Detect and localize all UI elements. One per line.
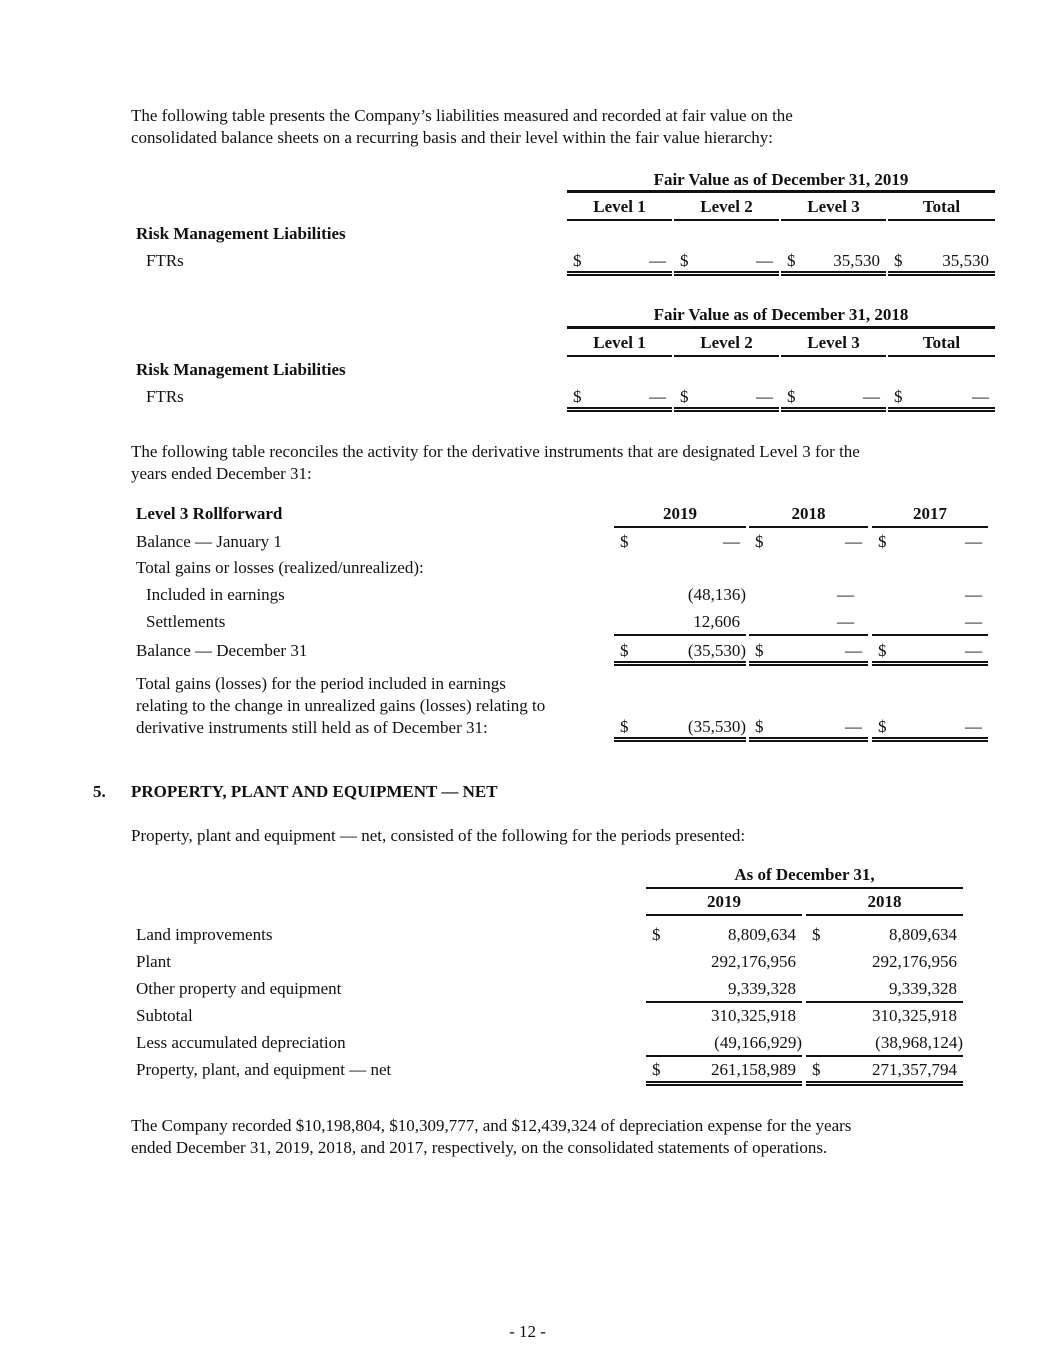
table-cell — [614, 585, 746, 605]
depreciation-note-line-2: ended December 31, 2019, 2018, and 2017, respectively, on the consolidated statements of operations. — [131, 1138, 828, 1157]
table-cell — [749, 641, 868, 661]
column-header-2018: 2018 — [791, 504, 826, 523]
cell-value: — — [837, 612, 854, 631]
section-number: 5. — [93, 782, 106, 801]
intro-fair-value-paragraph — [131, 105, 793, 149]
cell-value: — — [965, 641, 982, 660]
cell-value: — — [965, 585, 982, 604]
cell-value: 292,176,956 — [872, 952, 957, 971]
intro-rollforward-line-2: years ended December 31: — [131, 464, 312, 483]
cell-value: 35,530 — [833, 251, 880, 270]
cell-value: — — [845, 532, 862, 551]
dollar-sign: $ — [755, 641, 764, 660]
table-cell — [614, 532, 746, 552]
column-header-level-3: Level 3 — [807, 333, 860, 352]
column-rule — [781, 219, 886, 221]
depreciation-note-line-1: The Company recorded $10,198,804, $10,309,777, and $12,439,324 of depreciation expense for the years — [131, 1116, 852, 1135]
intro-rollforward-line-1: The following table reconciles the activity for the derivative instruments that are designated Level 3 for the — [131, 442, 860, 461]
cell-value: (49,166,929) — [714, 1033, 802, 1052]
fair-value-2019-title: Fair Value as of December 31, 2019 — [653, 170, 909, 189]
column-header-total: Total — [922, 333, 961, 352]
cell-value: — — [972, 387, 989, 406]
table-cell — [614, 612, 746, 632]
table-cell — [749, 532, 868, 552]
section-intro: Property, plant and equipment — net, consisted of the following for the periods presented: — [131, 826, 746, 845]
row-label-accumulated-depreciation: Less accumulated depreciation — [136, 1033, 346, 1052]
subtotal-rule — [614, 634, 746, 636]
intro-fair-value-line-1: The following table presents the Company’s liabilities measured and recorded at fair value on the — [131, 106, 793, 125]
column-rule — [674, 219, 779, 221]
dollar-sign: $ — [620, 717, 629, 736]
table-cell — [646, 952, 802, 972]
table-cell — [806, 1006, 963, 1026]
cell-value: 9,339,328 — [728, 979, 796, 998]
double-underline — [674, 407, 779, 412]
table-cell — [872, 532, 988, 552]
double-underline — [567, 407, 672, 412]
column-rule — [888, 219, 995, 221]
cell-value: — — [837, 585, 854, 604]
cell-value: 8,809,634 — [889, 925, 957, 944]
column-rule — [646, 914, 802, 916]
table-cell — [872, 612, 988, 632]
table-cell — [872, 717, 988, 737]
row-label-plant: Plant — [136, 952, 171, 971]
row-label-ftrs: FTRs — [146, 387, 184, 406]
cell-value: — — [649, 251, 666, 270]
column-rule — [567, 355, 672, 357]
double-underline — [781, 271, 886, 276]
table-cell — [749, 612, 868, 632]
dollar-sign: $ — [894, 251, 903, 270]
table-cell — [888, 387, 995, 407]
cell-value: 261,158,989 — [711, 1060, 796, 1079]
dollar-sign: $ — [787, 251, 796, 270]
table-cell — [646, 925, 802, 945]
table-cell — [781, 387, 886, 407]
table-cell — [872, 585, 988, 605]
cell-value: (35,530) — [687, 641, 746, 660]
column-header-2019: 2019 — [707, 892, 741, 911]
label-line: derivative instruments still held as of December 31: — [136, 718, 488, 737]
cell-value: 12,606 — [693, 612, 740, 631]
cell-value: — — [845, 717, 862, 736]
section-heading: PROPERTY, PLANT AND EQUIPMENT — NET — [131, 782, 498, 801]
cell-value: — — [723, 532, 740, 551]
depreciation-note — [131, 1115, 851, 1159]
table-cell — [749, 585, 868, 605]
subtotal-rule — [646, 1001, 802, 1003]
double-underline — [614, 737, 746, 742]
dollar-sign: $ — [652, 925, 661, 944]
dollar-sign: $ — [755, 717, 764, 736]
column-header-level-1: Level 1 — [593, 197, 646, 216]
intro-fair-value-line-2: consolidated balance sheets on a recurring basis and their level within the fair value hierarchy: — [131, 128, 773, 147]
table-cell — [614, 717, 746, 737]
column-rule — [614, 526, 746, 528]
table-cell — [781, 251, 886, 271]
label-line: Total gains (losses) for the period included in earnings — [136, 674, 506, 693]
double-underline — [872, 661, 988, 666]
dollar-sign: $ — [878, 717, 887, 736]
column-header-level-3: Level 3 — [807, 197, 860, 216]
dollar-sign: $ — [812, 1060, 821, 1079]
row-label-ftrs: FTRs — [146, 251, 184, 270]
subtotal-rule — [749, 634, 868, 636]
double-underline — [749, 737, 868, 742]
column-rule — [674, 355, 779, 357]
table-cell — [646, 1060, 802, 1080]
double-underline — [888, 407, 995, 412]
dollar-sign: $ — [878, 532, 887, 551]
dollar-sign: $ — [573, 251, 582, 270]
row-label-ppe-net: Property, plant, and equipment — net — [136, 1060, 392, 1079]
cell-value: (38,968,124) — [875, 1033, 963, 1052]
dollar-sign: $ — [620, 641, 629, 660]
row-label-total-gains-or-losses: Total gains or losses (realized/unrealized): — [136, 558, 424, 577]
row-label-subtotal: Subtotal — [136, 1006, 193, 1025]
column-header-level-1: Level 1 — [593, 333, 646, 352]
cell-value: 35,530 — [942, 251, 989, 270]
cell-value: — — [845, 641, 862, 660]
dollar-sign: $ — [620, 532, 629, 551]
column-header-2019: 2019 — [663, 504, 697, 523]
column-rule — [749, 526, 868, 528]
table-cell — [646, 1033, 802, 1053]
ppe-title: As of December 31, — [734, 865, 875, 884]
column-header-2018: 2018 — [867, 892, 902, 911]
cell-value: 292,176,956 — [711, 952, 796, 971]
dollar-sign: $ — [755, 532, 764, 551]
row-label-land-improvements: Land improvements — [136, 925, 273, 944]
cell-value: — — [965, 717, 982, 736]
fair-value-2018-title: Fair Value as of December 31, 2018 — [653, 305, 909, 324]
label-line: relating to the change in unrealized gains (losses) relating to — [136, 696, 546, 715]
cell-value: — — [863, 387, 880, 406]
table-cell — [806, 952, 963, 972]
dollar-sign: $ — [878, 641, 887, 660]
subtotal-rule — [806, 1001, 963, 1003]
double-underline — [888, 271, 995, 276]
section-label-risk-management: Risk Management Liabilities — [136, 224, 346, 243]
table-cell — [567, 387, 672, 407]
subtotal-rule — [872, 634, 988, 636]
column-header-total: Total — [922, 197, 961, 216]
cell-value: 8,809,634 — [728, 925, 796, 944]
column-rule — [781, 355, 886, 357]
double-underline — [806, 1081, 963, 1086]
page-number: - 12 - — [509, 1322, 546, 1341]
column-rule — [567, 219, 672, 221]
cell-value: 271,357,794 — [872, 1060, 957, 1079]
intro-rollforward-paragraph — [131, 441, 860, 485]
cell-value: 9,339,328 — [889, 979, 957, 998]
double-underline — [567, 271, 672, 276]
table-cell — [646, 979, 802, 999]
subtotal-rule — [806, 1055, 963, 1057]
cell-value: — — [965, 532, 982, 551]
row-label-settlements: Settlements — [146, 612, 226, 631]
double-underline — [872, 737, 988, 742]
double-underline — [614, 661, 746, 666]
header-rule — [646, 887, 963, 889]
header-rule — [567, 190, 995, 193]
double-underline — [749, 661, 868, 666]
table-cell — [872, 641, 988, 661]
table-cell — [674, 251, 779, 271]
row-label-balance-dec-31: Balance — December 31 — [136, 641, 308, 660]
table-cell — [888, 251, 995, 271]
cell-value: (48,136) — [687, 585, 746, 604]
row-label-unrealized-gains — [136, 673, 545, 739]
table-cell — [806, 979, 963, 999]
header-rule — [567, 326, 995, 329]
dollar-sign: $ — [652, 1060, 661, 1079]
double-underline — [674, 271, 779, 276]
table-cell — [806, 1033, 963, 1053]
row-label-balance-jan-1: Balance — January 1 — [136, 532, 282, 551]
cell-value: 310,325,918 — [711, 1006, 796, 1025]
row-label-other-property: Other property and equipment — [136, 979, 342, 998]
dollar-sign: $ — [787, 387, 796, 406]
table-cell — [806, 925, 963, 945]
table-cell — [674, 387, 779, 407]
column-header-2017: 2017 — [913, 504, 947, 523]
double-underline — [781, 407, 886, 412]
column-header-level-2: Level 2 — [700, 197, 753, 216]
row-label-included-in-earnings: Included in earnings — [146, 585, 285, 604]
dollar-sign: $ — [894, 387, 903, 406]
subtotal-rule — [646, 1055, 802, 1057]
rollforward-title: Level 3 Rollforward — [136, 504, 283, 523]
section-label-risk-management: Risk Management Liabilities — [136, 360, 346, 379]
column-rule — [872, 526, 988, 528]
cell-value: (35,530) — [687, 717, 746, 736]
column-rule — [888, 355, 995, 357]
dollar-sign: $ — [680, 387, 689, 406]
table-cell — [749, 717, 868, 737]
table-cell — [567, 251, 672, 271]
cell-value: — — [756, 387, 773, 406]
double-underline — [646, 1081, 802, 1086]
table-cell — [614, 641, 746, 661]
table-cell — [646, 1006, 802, 1026]
cell-value: — — [965, 612, 982, 631]
table-cell — [806, 1060, 963, 1080]
dollar-sign: $ — [812, 925, 821, 944]
column-rule — [806, 914, 963, 916]
cell-value: 310,325,918 — [872, 1006, 957, 1025]
dollar-sign: $ — [573, 387, 582, 406]
cell-value: — — [756, 251, 773, 270]
column-header-level-2: Level 2 — [700, 333, 753, 352]
dollar-sign: $ — [680, 251, 689, 270]
cell-value: — — [649, 387, 666, 406]
